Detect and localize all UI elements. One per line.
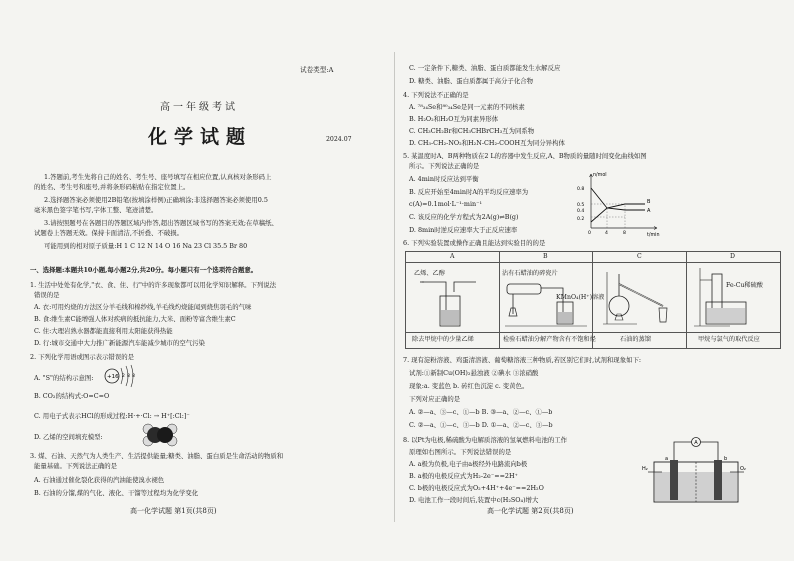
q3-line: 3. 煤、石油、天然气为人类生产、生活提供能量;糖类、油脂、蛋白质是生命活动的物质和 bbox=[30, 452, 284, 460]
series-label: A bbox=[647, 208, 651, 214]
exam-type: 试卷类型:A bbox=[300, 66, 334, 74]
q8-option-a: A. a极为负极,电子由a极经外电路流向b极 bbox=[409, 460, 528, 468]
q1-line: 错误的是 bbox=[34, 291, 60, 299]
page-footer: 高一化学试题 第2页(共8页) bbox=[487, 507, 574, 515]
hydrogen-label: H₂ bbox=[642, 466, 648, 472]
oxygen-label: O₂ bbox=[740, 466, 746, 472]
apparatus-d-substitution bbox=[690, 264, 778, 330]
q1-option-a: A. 衣:可用灼烧的方法区分羊毛线和棉纱线,羊毛线灼烧能闻到烧焦羽毛的气味 bbox=[34, 303, 252, 311]
note-line: 1.答题前,考生先将自己的姓名、考生号、座号填写在相应位置,认真核对条形码上 bbox=[44, 173, 272, 181]
q7-options-cd: C. ②—a、①—c、③—b D. ①—a、②—c、③—b bbox=[409, 421, 553, 429]
page-title: 化学试题 bbox=[148, 126, 253, 148]
note-line: 试题卷上答题无效。保持卡面清洁,不折叠、不破损。 bbox=[34, 229, 184, 237]
page-2 bbox=[397, 0, 794, 561]
series-label: B bbox=[647, 199, 651, 205]
q5-option-d: D. 8min时逆反应速率大于正反应速率 bbox=[409, 226, 518, 234]
note-line: 的姓名、考生号和座号,并将条形码粘贴在指定位置上。 bbox=[34, 183, 190, 191]
q8-option-c: C. b极的电极反应式为O₂+4H⁺+4e⁻==2H₂O bbox=[409, 484, 544, 492]
q4-stem: 4. 下列说法不正确的是 bbox=[403, 91, 469, 99]
x-tick: 0 bbox=[588, 231, 591, 236]
q4-option-a: A. ⁷⁸₃₄Se和⁸⁰₃₄Se是同一元素的不同核素 bbox=[409, 103, 525, 111]
ethylene-space-filling-model bbox=[140, 422, 180, 448]
q7-options-ab: A. ②—a、③—c、①—b B. ③—a、②—c、①—b bbox=[409, 408, 553, 416]
svg-text:+16: +16 bbox=[107, 374, 119, 380]
q8-stem: 8. 以Pt为电极,稀硫酸为电解质溶液的氢氧燃料电池的工作 bbox=[403, 436, 568, 444]
svg-text:8: 8 bbox=[127, 374, 130, 379]
q7-ask: 下列对应正确的是 bbox=[409, 395, 461, 403]
apparatus-b-reagent: KMnO₄(H⁺)溶液 bbox=[556, 294, 605, 301]
q6-caption-d: 甲烷与氯气的取代反应 bbox=[698, 336, 760, 343]
q3-option-a: A. 石油通过催化裂化获得的汽油能使溴水褪色 bbox=[34, 476, 165, 484]
q6-header-c: C bbox=[637, 253, 642, 260]
q7-reagents: 试剂:①新制Cu(OH)₂悬浊液 ②碘水 ③浓硝酸 bbox=[409, 369, 539, 377]
apparatus-b-label: 沾有石蜡油的碎瓷片 bbox=[502, 270, 558, 277]
q6-header-b: B bbox=[543, 253, 548, 260]
grade-heading: 高一年级考试 bbox=[160, 102, 238, 113]
ammeter-label: A bbox=[694, 440, 698, 446]
q8-fuel-cell-diagram bbox=[640, 432, 752, 506]
q5-stem: 5. 某温度时A、B两种物质在2 L的容器中发生反应,A、B物质的量随时间变化曲线如图 bbox=[403, 152, 647, 160]
page-footer: 高一化学试题 第1页(共8页) bbox=[130, 507, 217, 515]
electrode-b-label: b bbox=[724, 456, 728, 462]
section-header: 一、选择题:本题共10小题,每小题2分,共20分。每小题只有一个选项符合题意。 bbox=[30, 266, 258, 274]
y-tick: 0.8 bbox=[577, 187, 585, 192]
graph-xlabel: t/min bbox=[647, 233, 660, 238]
q6-caption-b: 检验石蜡油分解产物含有不饱和烃 bbox=[503, 336, 596, 343]
svg-text:2: 2 bbox=[122, 374, 125, 379]
q7-phenomena: 现象:a. 变蓝色 b. 砖红色沉淀 c. 变黄色。 bbox=[409, 382, 529, 390]
q3-option-c: C. 一定条件下,糖类、油脂、蛋白质都能发生水解反应 bbox=[409, 64, 561, 72]
q3-line: 能量基础。下列说法正确的是 bbox=[34, 462, 118, 470]
y-tick: 0.5 bbox=[577, 203, 585, 208]
apparatus-a-label: 乙烯、乙醇 bbox=[414, 270, 445, 277]
q5-mole-time-graph bbox=[573, 170, 663, 236]
electrode-a-label: a bbox=[665, 456, 669, 462]
q6-stem: 6. 下列实验装置或操作正确且能达到实验目的的是 bbox=[403, 239, 546, 247]
apparatus-d-label: Fe-Cu稀硫酸 bbox=[726, 282, 763, 289]
q6-caption-a: 除去甲烷中的少量乙烯 bbox=[412, 336, 474, 343]
q2-option-c: C. 用电子式表示HCl的形成过程:H·+·Cl: → H⁺[:Cl:]⁻ bbox=[34, 412, 190, 420]
q5-option-a: A. 4min时反应达到平衡 bbox=[409, 175, 479, 183]
q5-option-b-cont: c(A)=0.1mol·L⁻¹·min⁻¹ bbox=[409, 200, 483, 208]
note-line: 毫米黑色签字笔书写,字体工整、笔迹清楚。 bbox=[34, 206, 158, 214]
q4-option-b: B. H₂O₂和H₂O互为同素异形体 bbox=[409, 115, 499, 123]
note-line: 3.请按照题号在各题目的答题区域内作答,超出答题区域书写的答案无效;在草稿纸、 bbox=[44, 219, 278, 227]
q4-option-d: D. CH₃-CH₂-NO₂和H₂N-CH₂-COOH互为同分异构体 bbox=[409, 139, 565, 147]
q8-stem-cont: 原理如右图所示。下列说法错误的是 bbox=[409, 448, 512, 456]
atomic-masses: 可能用到的相对原子质量:H 1 C 12 N 14 O 16 Na 23 Cl 35.5 Br 80 bbox=[44, 242, 248, 250]
q4-option-c: C. CH₃CH₂Br和CH₃CHBrCH₃互为同系物 bbox=[409, 127, 535, 135]
y-tick: 0.4 bbox=[577, 209, 585, 214]
q5-option-c: C. 该反应的化学方程式为2A(g)⇌B(g) bbox=[409, 213, 519, 221]
q8-option-b: B. a极的电极反应式为H₂-2e⁻==2H⁺ bbox=[409, 472, 518, 480]
x-tick: 4 bbox=[605, 231, 608, 236]
q5-stem-cont: 所示。下列说法正确的是 bbox=[409, 162, 480, 170]
q1-option-b: B. 食:维生素C能增强人体对疾病的抵抗能力,大米、面粉等富含维生素C bbox=[34, 315, 236, 323]
q3-option-d: D. 糖类、油脂、蛋白质都属于高分子化合物 bbox=[409, 77, 533, 85]
q6-apparatus-table bbox=[405, 251, 781, 349]
q7-stem: 7. 现有淀粉溶液、鸡蛋清溶液、葡萄糖溶液三种物质,若区别它们时,试剂和现象如下: bbox=[403, 356, 642, 364]
q1-option-d: D. 行:城市交通中大力推广新能源汽车能减少城市的空气污染 bbox=[34, 339, 205, 347]
q2-stem: 2. 下列化学用语或图示表示错误的是 bbox=[30, 353, 134, 361]
q6-header-d: D bbox=[730, 253, 735, 260]
q8-option-d: D. 电池工作一段时间后,装置中c(H₂SO₄)增大 bbox=[409, 496, 539, 504]
x-tick: 8 bbox=[623, 231, 626, 236]
svg-text:8: 8 bbox=[132, 374, 135, 379]
q6-caption-c: 石油的蒸馏 bbox=[620, 336, 651, 343]
q2-option-a: A. "S"的结构示意图: bbox=[34, 374, 94, 382]
q1-option-c: C. 住:大理岩熟水器都能直接利用太阳能获得热能 bbox=[34, 327, 173, 335]
note-line: 2.选择题答案必须使用2B铅笔(按填涂样例)正确填涂;非选择题答案必须使用0.5 bbox=[44, 196, 268, 204]
q5-option-b: B. 反应开始至4min时A的平均反应速率为 bbox=[409, 188, 529, 196]
apparatus-c-distillation bbox=[597, 264, 683, 330]
y-tick: 0.2 bbox=[577, 217, 585, 222]
q2-option-d: D. 乙烯的空间填充模型: bbox=[34, 433, 103, 441]
q3-option-b: B. 石油的分馏,煤的气化、液化、干馏等过程均为化学变化 bbox=[34, 489, 199, 497]
q6-header-a: A bbox=[450, 253, 455, 260]
exam-date: 2024.07 bbox=[326, 136, 352, 143]
q2-option-b: B. CO₂的结构式:O=C=O bbox=[34, 392, 110, 400]
q1-line: 1. 生活中处处有化学,"衣、食、住、行"中的许多现象都可以用化学知识解释。下列说法 bbox=[30, 281, 277, 289]
graph-ylabel: n/mol bbox=[593, 173, 607, 178]
sulfur-structure-diagram bbox=[100, 362, 140, 390]
